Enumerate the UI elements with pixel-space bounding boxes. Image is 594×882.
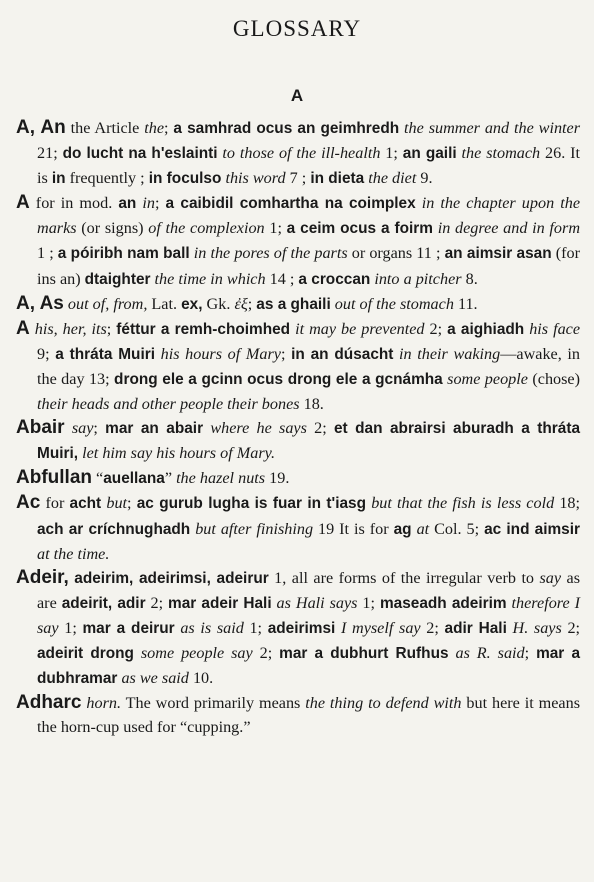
english-gloss: some people say (140, 643, 253, 662)
plain-text: 7 ; (285, 169, 311, 188)
plain-text: 2; (306, 419, 334, 438)
english-gloss: but (106, 494, 128, 513)
english-gloss: at the time. (37, 544, 110, 563)
english-gloss: the hazel nuts (176, 469, 266, 488)
english-gloss: in the chapter upon the marks (37, 194, 581, 238)
english-gloss: stomach (486, 144, 541, 163)
english-gloss: his face (529, 319, 581, 338)
irish-text: adir Hali (444, 619, 507, 637)
irish-text: a samhrad ocus an geimhredh (173, 120, 400, 137)
irish-text: féttur a remh-choimhed (116, 320, 291, 338)
irish-text: as a ghaili (256, 295, 331, 313)
plain-text: ; (247, 294, 257, 313)
irish-text: adeirit drong (37, 644, 134, 662)
page-title: GLOSSARY (232, 16, 362, 41)
plain-text: ; (164, 119, 174, 137)
plain-text: but here it means the horn-cup used for “cupping.” (37, 694, 581, 737)
irish-text: adeirit, adir (61, 594, 146, 612)
english-gloss: it may be prevented (295, 319, 425, 338)
plain-text: 9. (416, 169, 433, 188)
plain-text: 10. (188, 669, 214, 688)
headword: Abfullan (16, 467, 92, 489)
plain-text: 26. It is (37, 144, 581, 188)
plain-text: for (40, 494, 70, 513)
irish-text: drong ele a gcinn ocus drong ele a gcnámha (114, 370, 443, 388)
english-gloss: as Hali says (276, 593, 358, 612)
headword: Ac (16, 492, 41, 514)
irish-text: in dieta (310, 170, 365, 188)
english-gloss: say (539, 568, 562, 587)
irish-text: in foculso (148, 170, 222, 188)
irish-text: do lucht na h'eslainti (62, 145, 218, 163)
plain-text: frequently ; (65, 169, 149, 188)
english-gloss: therefore I say (37, 593, 580, 637)
irish-text: ach ar críchnughadh (37, 520, 191, 538)
english-gloss: in the pores of the parts (193, 244, 348, 263)
english-gloss: his hours of Mary (160, 344, 281, 363)
irish-text: et dan abrairsi aburadh a thráta Muiri, (37, 420, 581, 463)
glossary-entry (16, 191, 580, 291)
english-gloss: in (142, 194, 155, 213)
english-gloss: say (71, 419, 94, 438)
english-gloss: H. says (512, 618, 562, 637)
english-gloss: in degree and in form (437, 219, 581, 238)
english-gloss: to those of the ill-health (222, 144, 381, 163)
plain-text: 2; (252, 643, 280, 662)
irish-text: a croccan (298, 270, 371, 288)
english-gloss: into a pitcher (374, 269, 462, 288)
english-gloss: out of, from, (67, 294, 148, 313)
english-gloss: the thing to defend with (305, 694, 462, 713)
irish-text: mar a dubhramar (37, 644, 581, 688)
irish-text: auellana (103, 470, 165, 488)
plain-text: (or signs) (76, 219, 149, 238)
plain-text: for in mod. (29, 194, 119, 213)
irish-text: dtaighter (84, 270, 151, 288)
plain-text: or organs 11 ; (347, 244, 445, 263)
plain-text: 2; (420, 618, 445, 637)
english-gloss: as we said (121, 669, 189, 688)
plain-text: 2; (424, 319, 448, 338)
english-gloss: the diet (368, 169, 417, 188)
plain-text: 1; (264, 219, 287, 238)
irish-text: mar a dubhurt Rufhus (279, 644, 449, 662)
english-gloss: the (144, 119, 165, 137)
irish-text: a aighiadh (447, 320, 525, 338)
plain-text: 18. (299, 395, 324, 414)
plain-text: (for ins an) (37, 244, 581, 288)
english-gloss: but after finishing (195, 519, 314, 538)
english-gloss: the time in which (154, 269, 266, 288)
plain-text: as are (37, 568, 581, 612)
headword: Adeir, (16, 566, 69, 588)
plain-text: —awake, in the day 13; (37, 344, 581, 388)
plain-text: 18; (554, 494, 581, 513)
plain-text: 1; (243, 618, 268, 637)
english-gloss: at (416, 519, 430, 538)
plain-text: The word primarily means (121, 694, 306, 713)
irish-text: adeirim, adeirimsi, adeirur (74, 569, 269, 587)
plain-text: 2; (561, 618, 581, 637)
glossary-entry (16, 466, 580, 491)
plain-text: ” (164, 469, 177, 488)
plain-text: 2; (145, 593, 169, 612)
irish-text: in an dúsacht (291, 345, 394, 363)
plain-text: the Article (65, 119, 145, 137)
headword: A, An (16, 117, 66, 138)
irish-text: acht (69, 495, 102, 513)
irish-text: mar adeir Hali (168, 594, 272, 612)
headword: A, As (16, 292, 64, 314)
section-letter: A (290, 86, 304, 105)
irish-text: an gaili (402, 145, 457, 163)
plain-text: 11. (453, 294, 478, 313)
glossary-entry (16, 491, 580, 565)
english-gloss: as R. said (455, 643, 525, 662)
plain-text: ; (93, 419, 106, 438)
plain-text: Gk. (202, 294, 235, 313)
english-gloss: the (461, 144, 482, 163)
irish-text: ex, (181, 295, 203, 313)
plain-text: 1; (58, 618, 83, 637)
irish-text: a póiribh nam ball (57, 245, 190, 263)
plain-text: 21; (37, 144, 63, 163)
english-gloss: the summer and the winter (404, 119, 581, 137)
irish-text: a caibidil comhartha na coimplex (165, 195, 416, 213)
plain-text: (chose) (527, 369, 581, 388)
irish-text: in (51, 170, 66, 188)
english-gloss: as is said (180, 618, 244, 637)
headword: A (16, 317, 30, 339)
irish-text: a ceim ocus a foirm (286, 220, 433, 238)
glossary-entry (16, 416, 580, 466)
irish-text: adeirimsi (267, 619, 336, 637)
headword: A (16, 192, 30, 214)
english-gloss: I myself say (340, 618, 421, 637)
plain-text: Lat. (147, 294, 182, 313)
english-gloss: this word (225, 169, 286, 188)
plain-text: ; (127, 494, 137, 513)
english-gloss: but that the fish is less cold (371, 494, 555, 513)
irish-text: ag (393, 520, 412, 538)
irish-text: mar a deirur (82, 619, 175, 637)
english-gloss: of the complexion (148, 219, 265, 238)
headword: Adharc (16, 692, 82, 714)
irish-text: an (118, 195, 137, 213)
glossary-entry (16, 317, 580, 416)
plain-text: ; (154, 194, 166, 213)
plain-text: 1 ; (37, 244, 58, 263)
headword: Abair (16, 417, 65, 439)
irish-text: a thráta Muiri (55, 345, 156, 363)
irish-text: ac ind aimsir (484, 520, 581, 538)
irish-text: maseadh adeirim (379, 594, 507, 612)
irish-text: mar an abair (105, 420, 204, 438)
english-gloss: horn. (86, 694, 122, 713)
plain-text: “ (92, 469, 104, 488)
english-gloss: his, her, its (34, 319, 107, 338)
glossary-entry (16, 566, 580, 691)
plain-text (65, 419, 72, 437)
plain-text: ; (524, 643, 537, 662)
english-gloss: out of the stomach (334, 294, 454, 313)
plain-text: 19. (265, 469, 290, 488)
english-gloss: where he says (210, 419, 307, 438)
plain-text: Col. 5; (429, 519, 485, 538)
plain-text: ; (280, 344, 292, 363)
plain-text (134, 644, 141, 662)
english-gloss: their heads and other people their bones (37, 395, 300, 414)
glossary-entry (16, 116, 580, 191)
english-gloss: ἐξ (234, 294, 248, 313)
plain-text: 1; (380, 144, 403, 163)
plain-text: ; (106, 319, 117, 338)
plain-text: 1, all are forms of the irregular verb to (268, 568, 540, 587)
glossary-entries (16, 116, 580, 739)
plain-text: 14 ; (265, 269, 299, 288)
english-gloss: in their waking (399, 344, 501, 363)
glossary-entry (16, 292, 580, 317)
plain-text: 1; (357, 593, 380, 612)
plain-text: 8. (461, 269, 478, 288)
plain-text: 9; (37, 344, 56, 363)
english-gloss: let him say his hours of Mary. (82, 444, 275, 463)
irish-text: an aimsir asan (444, 245, 552, 263)
plain-text: 19 It is for (313, 519, 394, 538)
glossary-entry (16, 691, 580, 739)
english-gloss: some people (447, 369, 528, 388)
irish-text: ac gurub lugha is fuar in t'iasg (136, 495, 367, 513)
